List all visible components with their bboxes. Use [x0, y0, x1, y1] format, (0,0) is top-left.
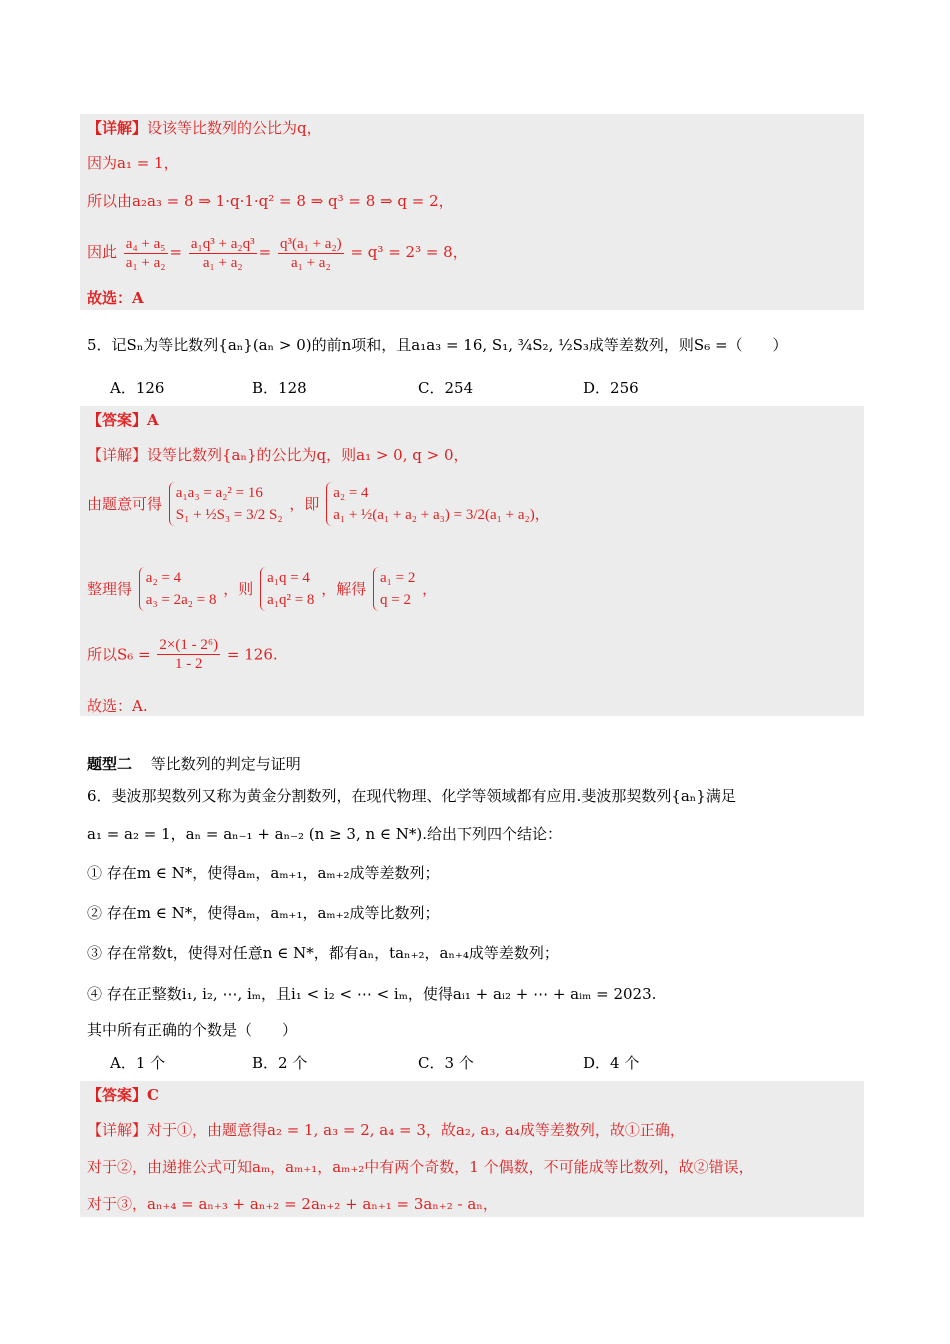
- question-6-line-1: 6．斐波那契数列又称为黄金分割数列，在现代物理、化学等领域都有应用.斐波那契数列{aₙ}满足: [87, 787, 736, 805]
- section-heading: [87, 754, 864, 774]
- solution-1-choice: 故选：A: [87, 289, 144, 307]
- solution-2-line-4: 所以S₆ = $\frac{\text{2×(1 - 2⁶)}}{1 - 2}$ = 126.: [87, 637, 278, 672]
- question-6-ask: 其中所有正确的个数是（ ）: [87, 1021, 298, 1039]
- q6-option-d: D．4 个: [583, 1054, 640, 1072]
- fraction: $\frac{\text{a₁q³ + a₂q³}}{\text{a₁ + a₂}}$: [190, 235, 255, 271]
- section-label: 题型二: [87, 755, 133, 773]
- solution-3-line-3: 对于③，aₙ₊₄ = aₙ₊₃ + aₙ₊₂ = 2aₙ₊₂ + aₙ₊₁ = 3aₙ₊₂ - aₙ，: [87, 1195, 498, 1213]
- solution-2-line-1: 【详解】设等比数列{aₙ}的公比为q，则a₁ > 0, q > 0，: [87, 446, 469, 464]
- fraction: $\frac{\text{a₄ + a₅}}{\text{a₁ + a₂}}$: [125, 235, 166, 271]
- q5-option-a: A．126: [110, 379, 165, 397]
- q6-option-b: B．2 个: [252, 1054, 308, 1072]
- conclusion-3: ③ 存在常数t，使得对任意n ∈ N*，都有aₙ，taₙ₊₂，aₙ₊₄成等差数列；: [87, 944, 559, 962]
- detail-tag: 【详解】: [87, 119, 148, 137]
- fraction: $\frac{\text{q³(a₁ + a₂)}}{\text{a₁ + a₂}}$: [279, 235, 342, 271]
- solution-3-line-2: 对于②，由递推公式可知aₘ，aₘ₊₁，aₘ₊₂中有两个奇数，1 个偶数，不可能成等比数列，故②错误，: [87, 1158, 754, 1176]
- solution-2-line-2: 由题意可得 a₁a₃ = a₂² = 16 S₁ + ½S₃ = 3/2 S₂ ，即 a₂ = 4 a₁ + ½(a₁ + a₂ + a₃) = 3/2(a₁ + a₂)，: [87, 482, 864, 526]
- q6-option-a: A．1 个: [110, 1054, 166, 1072]
- solution-1-line-4: 因此 $\frac{\text{a₄ + a₅}}{\text{a₁ + a₂}}$ = $\frac{\text{a₁q³ + a₂q³}}{\text{a₁ + a₂}}$ = $\frac{\text{q³(a₁ + a₂)}}{\text{a₁ + a₂}}$ = q³ = 2³ = 8，: [87, 235, 468, 271]
- solution-block-1: [80, 114, 864, 310]
- equation-system: a₂ = 4 a₃ = 2a₂ = 8: [139, 567, 217, 611]
- conclusion-1: ① 存在m ∈ N*，使得aₘ，aₘ₊₁，aₘ₊₂成等差数列；: [87, 864, 440, 882]
- conclusion-4: ④ 存在正整数i₁, i₂, ⋯, iₘ，且i₁ < i₂ < ⋯ < iₘ，使得aᵢ₁ + aᵢ₂ + ⋯ + aᵢₘ = 2023.: [87, 985, 657, 1003]
- q6-option-c: C．3 个: [418, 1054, 474, 1072]
- answer-5: 【答案】A: [87, 411, 159, 429]
- solution-2-choice: 故选：A.: [87, 697, 148, 715]
- section-title: 等比数列的判定与证明: [150, 755, 301, 773]
- conclusion-2: ② 存在m ∈ N*，使得aₘ，aₘ₊₁，aₘ₊₂成等比数列；: [87, 904, 440, 922]
- solution-3-line-1: 【详解】对于①，由题意得a₂ = 1, a₃ = 2, a₄ = 3，故a₂, a₃, a₄成等差数列，故①正确，: [87, 1121, 685, 1139]
- answer-6: 【答案】C: [87, 1086, 159, 1104]
- fraction: $\frac{\text{2×(1 - 2⁶)}}{1 - 2}$: [159, 637, 219, 672]
- equation-system: a₂ = 4 a₁ + ½(a₁ + a₂ + a₃) = 3/2(a₁ + a₂)，: [326, 482, 550, 526]
- solution-1-line-3: 所以由a₂a₃ = 8 ⇒ 1·q·1·q² = 8 ⇒ q³ = 8 ⇒ q = 2，: [87, 192, 454, 210]
- solution-1-line-2: 因为a₁ = 1，: [87, 154, 179, 172]
- q5-option-d: D．256: [583, 379, 639, 397]
- equation-system: a₁q = 4 a₁q² = 8: [260, 567, 314, 611]
- q5-option-c: C．254: [418, 379, 474, 397]
- q5-option-b: B．128: [252, 379, 307, 397]
- solution-2-line-3: 整理得 a₂ = 4 a₃ = 2a₂ = 8 ，则 a₁q = 4 a₁q² = 8 ，解得 a₁ = 2 q = 2 ，: [87, 567, 864, 611]
- question-5-stem: 5．记Sₙ为等比数列{aₙ}(aₙ > 0)的前n项和，且a₁a₃ = 16, S₁, ¾S₂, ½S₃成等差数列，则S₆ =（ ）: [87, 336, 788, 354]
- equation-system: a₁ = 2 q = 2: [373, 567, 415, 611]
- solution-1-line-1: 【详解】设该等比数列的公比为q，: [87, 119, 322, 137]
- equation-system: a₁a₃ = a₂² = 16 S₁ + ½S₃ = 3/2 S₂: [169, 482, 283, 526]
- question-6-line-2: a₁ = a₂ = 1，aₙ = aₙ₋₁ + aₙ₋₂ (n ≥ 3, n ∈ N*).给出下列四个结论：: [87, 825, 563, 843]
